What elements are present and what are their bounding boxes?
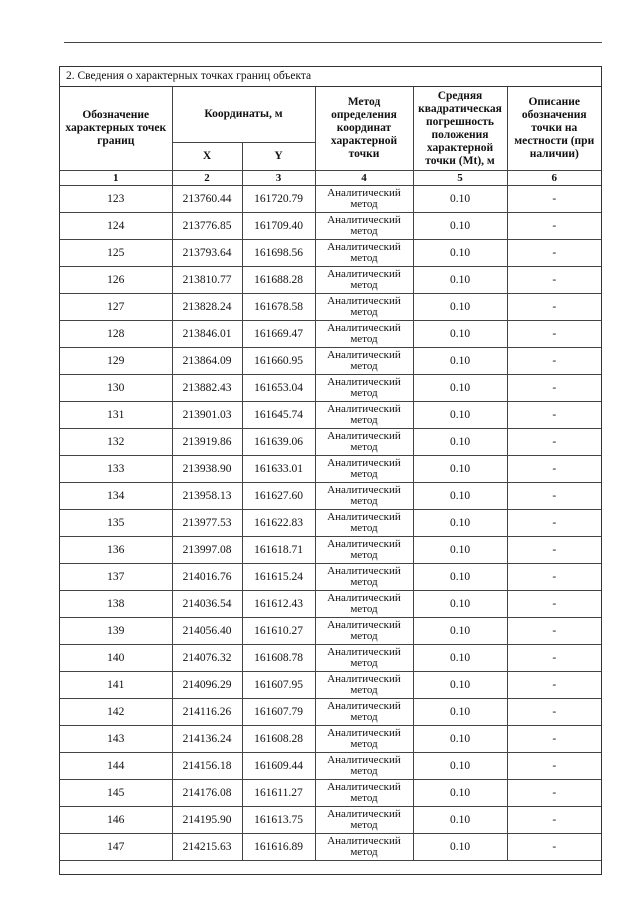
x-coordinate-cell: 213958.13 (172, 483, 242, 510)
method-cell: Аналитический метод (315, 834, 413, 861)
table-row (60, 375, 601, 402)
point-cell: 130 (60, 375, 172, 402)
description-cell: - (507, 834, 601, 861)
point-cell: 135 (60, 510, 172, 537)
y-coordinate-cell: 161627.60 (242, 483, 315, 510)
description-cell: - (507, 186, 601, 213)
y-coordinate-cell: 161633.01 (242, 456, 315, 483)
method-cell: Аналитический метод (315, 456, 413, 483)
table-row (60, 456, 601, 483)
column-number: 6 (507, 171, 601, 186)
x-coordinate-cell: 214076.32 (172, 645, 242, 672)
x-coordinate-cell: 214096.29 (172, 672, 242, 699)
y-coordinate-cell: 161660.95 (242, 348, 315, 375)
error-cell: 0.10 (413, 321, 507, 348)
y-coordinate-cell: 161618.71 (242, 537, 315, 564)
y-coordinate-cell: 161720.79 (242, 186, 315, 213)
x-coordinate-cell: 214176.08 (172, 780, 242, 807)
method-cell: Аналитический метод (315, 645, 413, 672)
column-number: 2 (172, 171, 242, 186)
point-cell: 133 (60, 456, 172, 483)
error-cell: 0.10 (413, 456, 507, 483)
table-row (60, 294, 601, 321)
point-cell: 141 (60, 672, 172, 699)
header-point: Обозначение характерных точек границ (60, 87, 172, 171)
method-cell: Аналитический метод (315, 672, 413, 699)
error-cell: 0.10 (413, 186, 507, 213)
point-cell: 140 (60, 645, 172, 672)
column-number: 4 (315, 171, 413, 186)
x-coordinate-cell: 214016.76 (172, 564, 242, 591)
y-coordinate-cell: 161669.47 (242, 321, 315, 348)
description-cell: - (507, 456, 601, 483)
description-cell: - (507, 537, 601, 564)
table-row (60, 807, 601, 834)
x-coordinate-cell: 213846.01 (172, 321, 242, 348)
point-cell: 124 (60, 213, 172, 240)
point-cell: 145 (60, 780, 172, 807)
description-cell: - (507, 321, 601, 348)
x-coordinate-cell: 213882.43 (172, 375, 242, 402)
error-cell: 0.10 (413, 753, 507, 780)
point-cell: 147 (60, 834, 172, 861)
error-cell: 0.10 (413, 726, 507, 753)
x-coordinate-cell: 213760.44 (172, 186, 242, 213)
x-coordinate-cell: 213776.85 (172, 213, 242, 240)
point-cell: 128 (60, 321, 172, 348)
description-cell: - (507, 591, 601, 618)
method-cell: Аналитический метод (315, 483, 413, 510)
table-row (60, 510, 601, 537)
x-coordinate-cell: 214116.26 (172, 699, 242, 726)
y-coordinate-cell: 161611.27 (242, 780, 315, 807)
method-cell: Аналитический метод (315, 807, 413, 834)
header-x: X (172, 143, 242, 171)
point-cell: 143 (60, 726, 172, 753)
error-cell: 0.10 (413, 213, 507, 240)
description-cell: - (507, 375, 601, 402)
point-cell: 123 (60, 186, 172, 213)
x-coordinate-cell: 214036.54 (172, 591, 242, 618)
y-coordinate-cell: 161608.78 (242, 645, 315, 672)
table-row (60, 564, 601, 591)
table-row (60, 321, 601, 348)
error-cell: 0.10 (413, 564, 507, 591)
x-coordinate-cell: 214195.90 (172, 807, 242, 834)
x-coordinate-cell: 214136.24 (172, 726, 242, 753)
description-cell: - (507, 618, 601, 645)
error-cell: 0.10 (413, 807, 507, 834)
section-title: 2. Сведения о характерных точках границ объекта (60, 67, 601, 87)
header-rule (64, 42, 602, 43)
y-coordinate-cell: 161607.95 (242, 672, 315, 699)
error-cell: 0.10 (413, 429, 507, 456)
column-number: 5 (413, 171, 507, 186)
description-cell: - (507, 429, 601, 456)
description-cell: - (507, 240, 601, 267)
point-cell: 132 (60, 429, 172, 456)
y-coordinate-cell: 161688.28 (242, 267, 315, 294)
description-cell: - (507, 294, 601, 321)
error-cell: 0.10 (413, 699, 507, 726)
method-cell: Аналитический метод (315, 348, 413, 375)
y-coordinate-cell: 161639.06 (242, 429, 315, 456)
method-cell: Аналитический метод (315, 186, 413, 213)
error-cell: 0.10 (413, 780, 507, 807)
point-cell: 137 (60, 564, 172, 591)
header-error: Средняя квадратическая погрешность положения характерной точки (Mt), м (413, 87, 507, 171)
method-cell: Аналитический метод (315, 240, 413, 267)
description-cell: - (507, 510, 601, 537)
method-cell: Аналитический метод (315, 753, 413, 780)
method-cell: Аналитический метод (315, 591, 413, 618)
table-row (60, 267, 601, 294)
table-body (60, 186, 601, 861)
point-cell: 138 (60, 591, 172, 618)
method-cell: Аналитический метод (315, 699, 413, 726)
description-cell: - (507, 753, 601, 780)
description-cell: - (507, 699, 601, 726)
point-cell: 139 (60, 618, 172, 645)
table-row (60, 618, 601, 645)
description-cell: - (507, 564, 601, 591)
description-cell: - (507, 780, 601, 807)
description-cell: - (507, 645, 601, 672)
table-row (60, 429, 601, 456)
x-coordinate-cell: 213977.53 (172, 510, 242, 537)
x-coordinate-cell: 213938.90 (172, 456, 242, 483)
error-cell: 0.10 (413, 510, 507, 537)
table-row (60, 186, 601, 213)
method-cell: Аналитический метод (315, 510, 413, 537)
error-cell: 0.10 (413, 537, 507, 564)
table-row (60, 537, 601, 564)
y-coordinate-cell: 161609.44 (242, 753, 315, 780)
description-cell: - (507, 726, 601, 753)
point-cell: 126 (60, 267, 172, 294)
error-cell: 0.10 (413, 483, 507, 510)
description-cell: - (507, 483, 601, 510)
empty-row (60, 861, 601, 883)
method-cell: Аналитический метод (315, 618, 413, 645)
table-row (60, 591, 601, 618)
y-coordinate-cell: 161607.79 (242, 699, 315, 726)
boundary-points-sheet (59, 66, 602, 875)
point-cell: 142 (60, 699, 172, 726)
y-coordinate-cell: 161608.28 (242, 726, 315, 753)
table-row (60, 483, 601, 510)
header-description: Описание обозначения точки на местности (при наличии) (507, 87, 601, 171)
y-coordinate-cell: 161653.04 (242, 375, 315, 402)
point-cell: 131 (60, 402, 172, 429)
point-cell: 125 (60, 240, 172, 267)
point-cell: 134 (60, 483, 172, 510)
table-row (60, 753, 601, 780)
point-cell: 144 (60, 753, 172, 780)
header-coordinates: Координаты, м (172, 87, 315, 143)
x-coordinate-cell: 213919.86 (172, 429, 242, 456)
boundary-points-table (60, 87, 601, 882)
y-coordinate-cell: 161610.27 (242, 618, 315, 645)
error-cell: 0.10 (413, 591, 507, 618)
y-coordinate-cell: 161616.89 (242, 834, 315, 861)
method-cell: Аналитический метод (315, 267, 413, 294)
table-row (60, 348, 601, 375)
description-cell: - (507, 213, 601, 240)
x-coordinate-cell: 214156.18 (172, 753, 242, 780)
x-coordinate-cell: 213901.03 (172, 402, 242, 429)
column-number: 1 (60, 171, 172, 186)
error-cell: 0.10 (413, 375, 507, 402)
error-cell: 0.10 (413, 672, 507, 699)
x-coordinate-cell: 214215.63 (172, 834, 242, 861)
column-numbers-row (60, 171, 601, 186)
method-cell: Аналитический метод (315, 321, 413, 348)
x-coordinate-cell: 213810.77 (172, 267, 242, 294)
description-cell: - (507, 807, 601, 834)
error-cell: 0.10 (413, 402, 507, 429)
table-row (60, 834, 601, 861)
method-cell: Аналитический метод (315, 429, 413, 456)
method-cell: Аналитический метод (315, 537, 413, 564)
y-coordinate-cell: 161678.58 (242, 294, 315, 321)
x-coordinate-cell: 214056.40 (172, 618, 242, 645)
y-coordinate-cell: 161645.74 (242, 402, 315, 429)
y-coordinate-cell: 161613.75 (242, 807, 315, 834)
error-cell: 0.10 (413, 240, 507, 267)
table-row (60, 726, 601, 753)
table-row (60, 240, 601, 267)
y-coordinate-cell: 161698.56 (242, 240, 315, 267)
point-cell: 129 (60, 348, 172, 375)
method-cell: Аналитический метод (315, 375, 413, 402)
method-cell: Аналитический метод (315, 402, 413, 429)
description-cell: - (507, 402, 601, 429)
description-cell: - (507, 267, 601, 294)
empty-cell (60, 861, 601, 883)
error-cell: 0.10 (413, 618, 507, 645)
column-number: 3 (242, 171, 315, 186)
point-cell: 127 (60, 294, 172, 321)
header-method: Метод определения координат характерной точки (315, 87, 413, 171)
x-coordinate-cell: 213828.24 (172, 294, 242, 321)
point-cell: 146 (60, 807, 172, 834)
method-cell: Аналитический метод (315, 726, 413, 753)
error-cell: 0.10 (413, 294, 507, 321)
method-cell: Аналитический метод (315, 780, 413, 807)
y-coordinate-cell: 161612.43 (242, 591, 315, 618)
table-row (60, 699, 601, 726)
x-coordinate-cell: 213793.64 (172, 240, 242, 267)
header-y: Y (242, 143, 315, 171)
table-row (60, 402, 601, 429)
error-cell: 0.10 (413, 834, 507, 861)
error-cell: 0.10 (413, 267, 507, 294)
point-cell: 136 (60, 537, 172, 564)
table-row (60, 672, 601, 699)
method-cell: Аналитический метод (315, 294, 413, 321)
y-coordinate-cell: 161709.40 (242, 213, 315, 240)
error-cell: 0.10 (413, 348, 507, 375)
x-coordinate-cell: 213997.08 (172, 537, 242, 564)
table-row (60, 645, 601, 672)
description-cell: - (507, 672, 601, 699)
table-row (60, 780, 601, 807)
y-coordinate-cell: 161615.24 (242, 564, 315, 591)
table-row (60, 213, 601, 240)
x-coordinate-cell: 213864.09 (172, 348, 242, 375)
description-cell: - (507, 348, 601, 375)
table-header (60, 87, 601, 186)
method-cell: Аналитический метод (315, 213, 413, 240)
y-coordinate-cell: 161622.83 (242, 510, 315, 537)
error-cell: 0.10 (413, 645, 507, 672)
method-cell: Аналитический метод (315, 564, 413, 591)
